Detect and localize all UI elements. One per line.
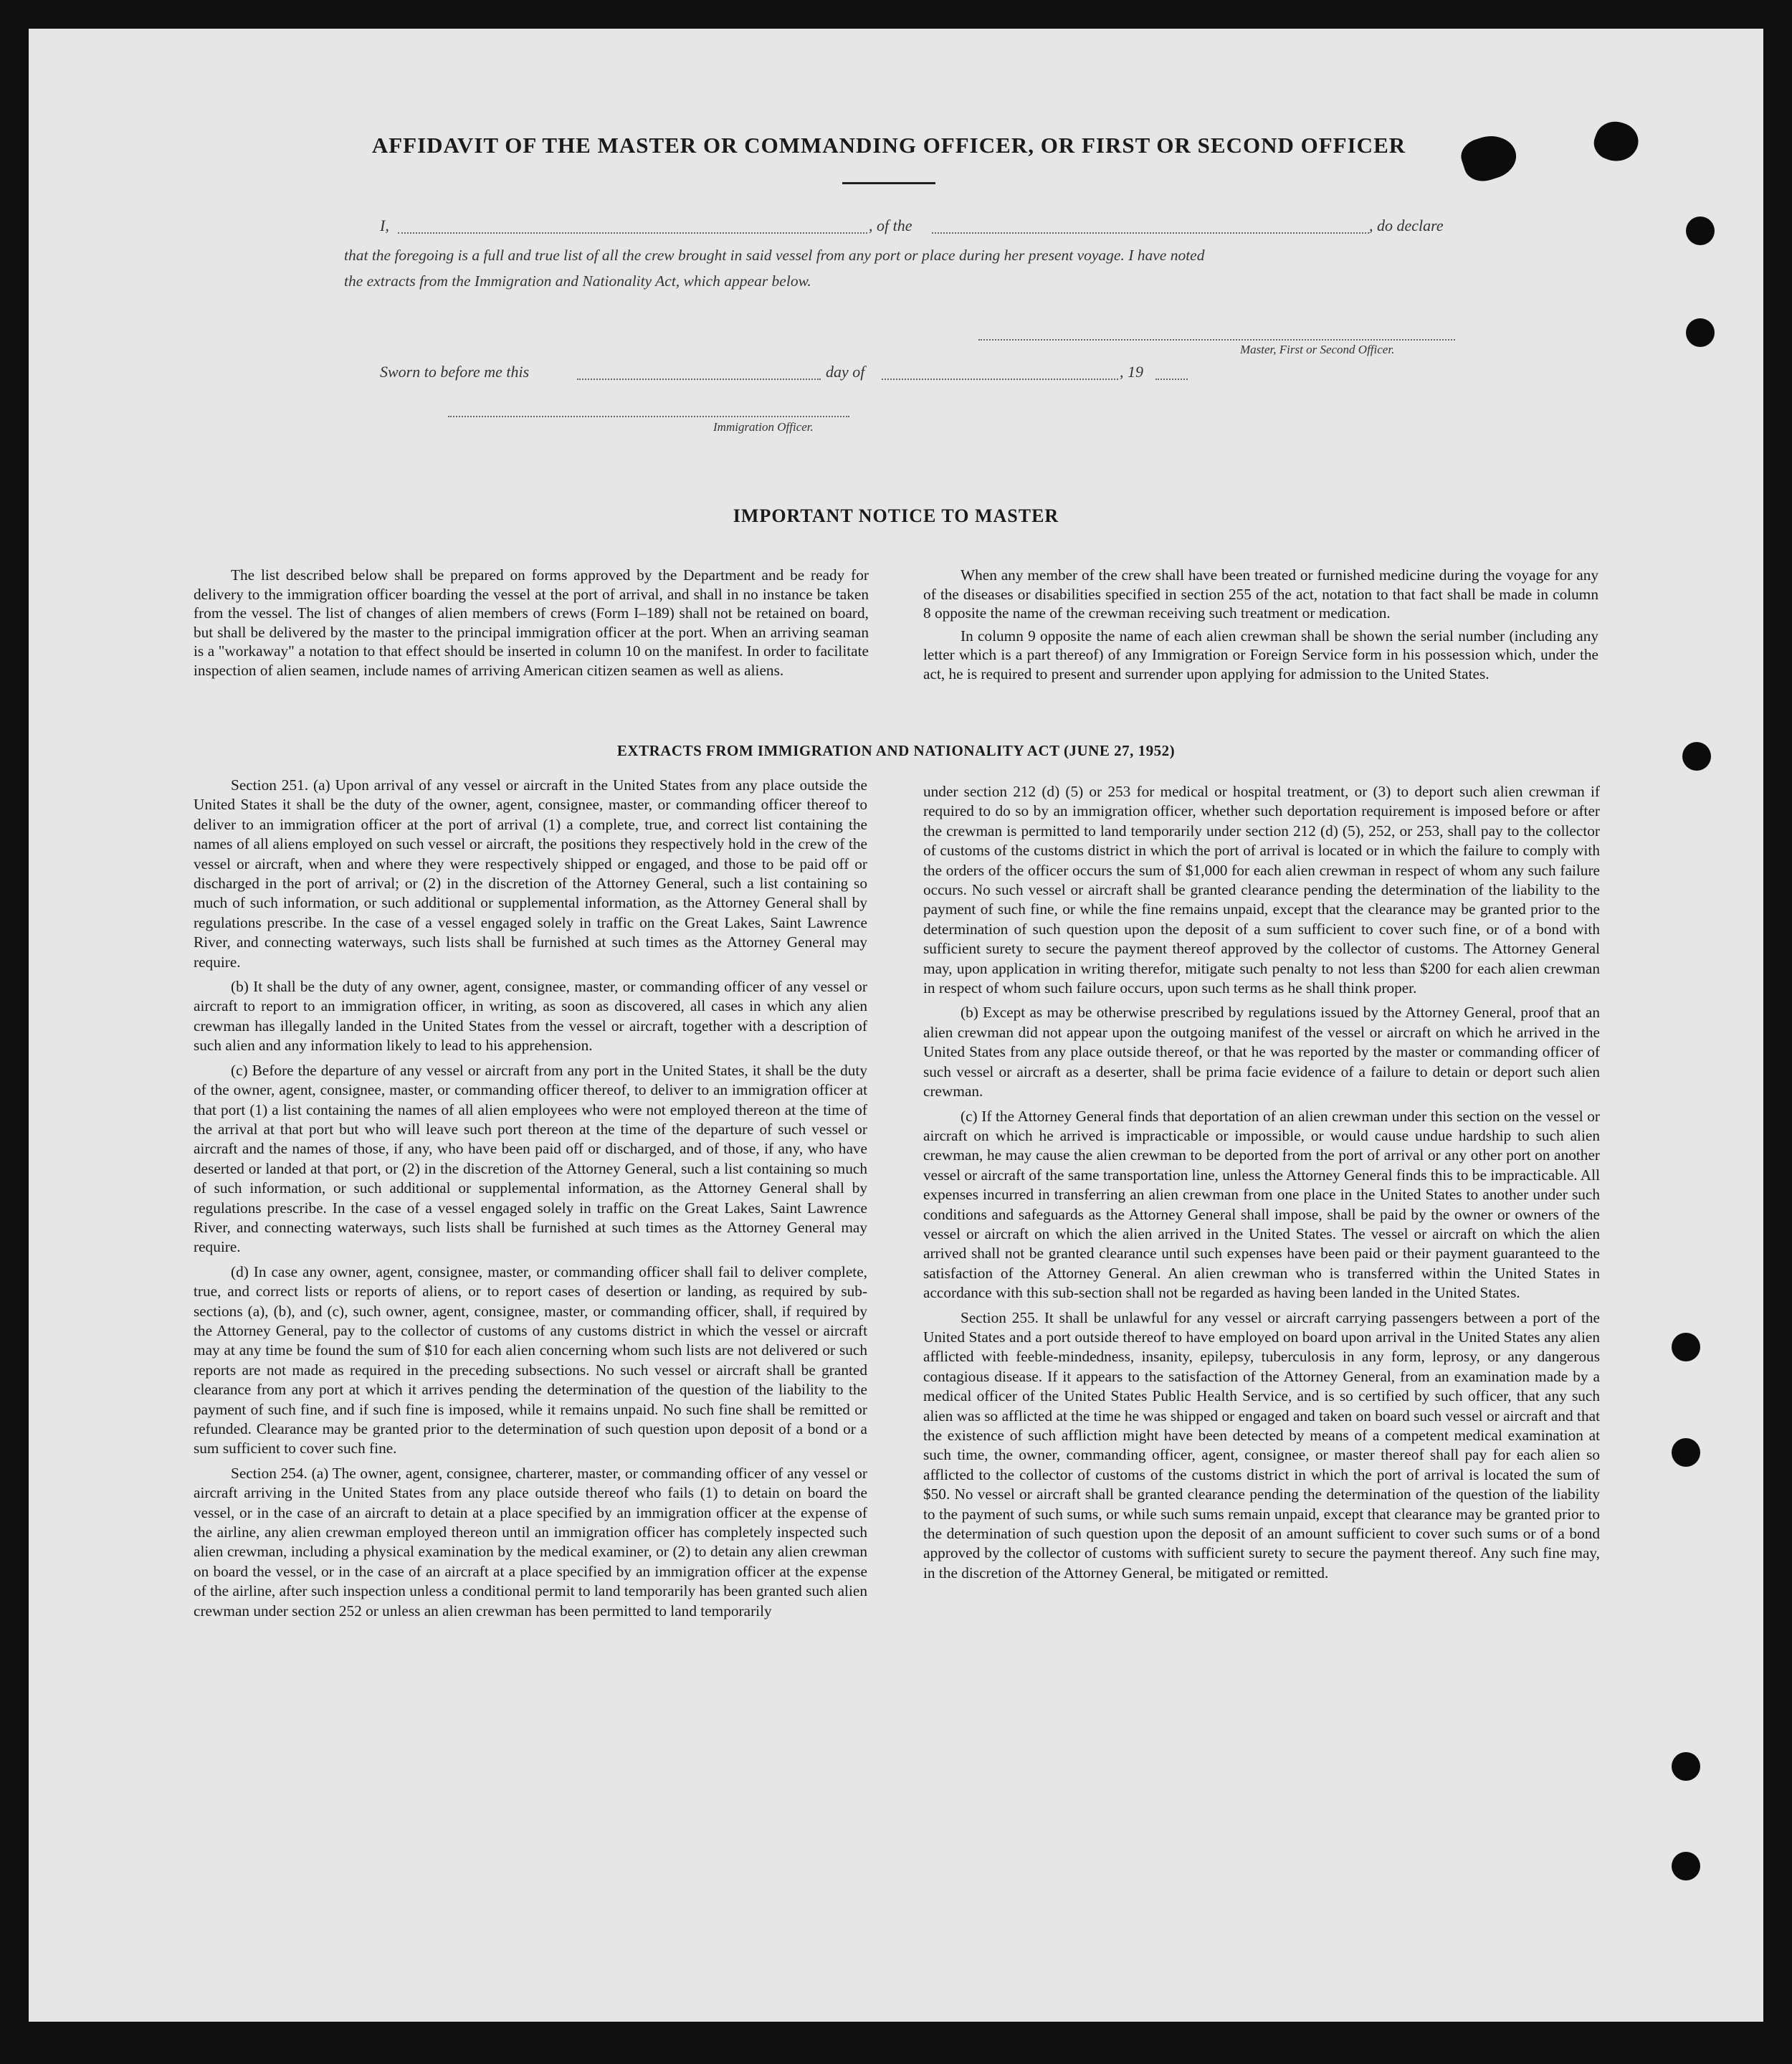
day-of-label: day of [826,363,865,381]
section-paragraph: Section 251. (a) Upon arrival of any vessel or aircraft in the United States from any place outside the United States it shall be the duty of the owner, agent, consignee, master, or commanding officer thereof to deliver to an immigration officer at the port of arrival (1) a complete, true, and correct list containing the names of all aliens employed on such vessel or aircraft, the positions they respectively hold in the crew of the vessel or aircraft, when and where they were respectively shipped or engaged, and those to be paid off or discharged in the port of arrival; or (2) in the discretion of the Attorney General, such a list containing so much of such information, or such additional or supplemental information, as the Attorney General shall by regulations prescribe. In the case of a vessel engaged solely in traffic on the Great Lakes, Saint Lawrence River, and connecting waterways, such lists shall be furnished at such times as the Attorney General may require. [194,776,867,971]
title-underline [842,182,935,184]
master-signature-field[interactable] [978,339,1455,341]
notice-right-column [923,566,1598,687]
notice-paragraph: In column 9 opposite the name of each alien crewman shall be shown the serial number (including any letter which is a part thereof) of any Immigration or Foreign Service form in his possession which, under the act, he is required to present and surrender upon applying for admission to the United States. [923,627,1598,683]
vessel-name-field[interactable] [932,232,1369,234]
section-paragraph: (c) If the Attorney General finds that deportation of an alien crewman under this section on the vessel or aircraft on which he arrived is impracticable or impossible, or would cause undue hardship to such alien crewman, he may cause the alien crewman to be deported from the port of arrival or any other port on another vessel or aircraft of the same transportation line, unless the Attorney General finds this to be impracticable. All expenses incurred in transferring an alien crewman from one place in the United States to another under such conditions and safeguards as the Attorney General shall impose, shall be paid by the owner or owners of the vessel or aircraft on which the alien arrived in the United States. The vessel or aircraft on which the alien arrived shall not be granted clearance until such expenses have been paid or their payment guaranteed to the satisfaction of the Attorney General. An alien crewman who is transferred within the United States in accordance with this sub-section shall not be regarded as having been landed in the United States. [923,1107,1600,1302]
punch-hole [1672,1438,1700,1467]
punch-hole [1672,1333,1700,1361]
punch-hole [1672,1752,1700,1781]
declarant-name-field[interactable] [398,232,867,234]
section-paragraph: Section 255. It shall be unlawful for any vessel or aircraft carrying passengers between a port of the United States and a port outside thereof to have employed on board upon arrival in the United States any alien afflicted with feeble-mindedness, insanity, epilepsy, tuberculosis in any form, leprosy, or any dangerous contagious disease. If it appears to the satisfaction of the Attorney General, from an examination made by a medical officer of the United States Public Health Service, and is so certified by such officer, that any such alien was so afflicted at the time he was shipped or engaged and taken on board such vessel or aircraft and that the existence of such affliction might have been detected by means of a competent medical examination at such time, the owner, commanding officer, agent, consignee, or master thereof shall pay for each alien so afflicted to the collector of customs of the customs district in which the port of arrival is located the sum of $50. No vessel or aircraft shall be granted clearance pending the determination of the question of the liability to the payment of such sums, or while such sums remain unpaid, except that clearance may be granted prior to the determination of such question upon the deposit of an amount sufficient to cover such sums or of a bond approved by the collector of customs with sufficient surety to secure the payment thereof. Any such fine may, in the discretion of the Attorney General, be mitigated or remitted. [923,1308,1600,1582]
affidavit-title: AFFIDAVIT OF THE MASTER OR COMMANDING OFFICER, OR FIRST OR SECOND OFFICER [371,133,1406,158]
notice-paragraph: The list described below shall be prepared on forms approved by the Department and be ready for delivery to the immigration officer boarding the vessel at the port of arrival, and shall in no instance be taken from the vessel. The list of changes of alien members of crews (Form I–189) shall not be retained on board, but shall be delivered by the master to the principal immigration officer at the port. When an arriving seaman is a "workaway" a notation to that effect should be inserted in column 10 on the manifest. In order to facilitate inspection of alien seamen, include names of arriving American citizen seamen as well as aliens. [194,566,869,679]
vessel-label: , of the [869,217,912,234]
section-paragraph: (d) In case any owner, agent, consignee, master, or commanding officer shall fail to deliver complete, true, and correct lists or reports of aliens, or to report cases of desertion or landing, as required by sub-sections (a), (b), and (c), such owner, agent, consignee, master, or commanding officer, shall, if required by the Attorney General, pay to the collector of customs of any customs district in which the vessel or aircraft may at any time be found the sum of $10 for each alien concerning whom such lists are not delivered or such reports are not made as required in the preceding subsections. No such vessel or aircraft shall be granted clearance from any port at which it arrives pending the determination of the question of the liability to the payment of such fine, and if such fine is imposed, while it remains unpaid. No such fine shall be remitted or refunded. Clearance may be granted prior to the determination of such question upon deposit of a bond or a sum sufficient to cover such fine. [194,1262,867,1457]
section-paragraph: Section 254. (a) The owner, agent, consignee, charterer, master, or commanding officer of any vessel or aircraft arriving in the United States from any place outside thereof who fails (1) to detain on board the vessel, or in the case of an aircraft to detain at a place specified by an immigration officer at the expense of the airline, any alien crewman employed thereon until an immigration officer has completely inspected such alien crewman, including a physical examination by the medical examiner, or (2) to detain any alien crewman on board the vessel, or in the case of an aircraft at a place specified by an immigration officer at the expense of the airline, after such inspection unless a conditional permit to land temporarily has been granted such alien crewman under section 252 or unless an alien crewman has been permitted to land temporarily [194,1464,867,1620]
extracts-title: EXTRACTS FROM IMMIGRATION AND NATIONALITY ACT (JUNE 27, 1952) [616,742,1176,759]
declarant-label: I, [380,217,389,234]
sworn-day-field[interactable] [577,379,821,380]
declaration-line-1: that the foregoing is a full and true list of all the crew brought in said vessel from any port or place during her present voyage. I have noted [344,247,1205,264]
officer-signature-field[interactable] [448,416,849,417]
year-label: , 19 [1120,363,1143,381]
punch-hole [1682,742,1711,771]
do-declare-label: , do declare [1369,217,1444,234]
extracts-right-column [923,782,1600,1588]
sworn-year-field[interactable] [1155,379,1188,380]
declaration-line-2: the extracts from the Immigration and Nationality Act, which appear below. [344,272,811,290]
section-paragraph: (b) Except as may be otherwise prescribed by regulations issued by the Attorney General, proof that an alien crewman did not appear upon the outgoing manifest of the vessel or aircraft on which he arrived in the United States from any place outside thereof, or that he was reported by the master or commanding officer of such vessel or aircraft as a deserter, shall be prima facie evidence of a failure to detain or deport such alien crewman. [923,1004,1600,1100]
section-paragraph: (c) Before the departure of any vessel or aircraft from any port in the United States, it shall be the duty of the owner, agent, consignee, master, or commanding officer thereof, to deliver to an immigration officer at that port (1) a list containing the names of all alien employees who were not employed thereon at the time of the arrival at that port but who will leave such port thereon at the time of the departure of such vessel or aircraft and the names of those, if any, who have been paid off or discharged, and of those, if any, who have deserted or landed at that port, or (2) in the discretion of the Attorney General, such a list containing so much of such information, or such additional or supplemental information, as the Attorney General shall by regulations prescribe. In the case of a vessel engaged solely in traffic on the Great Lakes, Saint Lawrence River, and connecting waterways, such lists shall be furnished at such times as the Attorney General may require. [194,1061,867,1256]
punch-hole [1686,318,1715,347]
punch-hole [1686,217,1715,245]
sworn-label: Sworn to before me this [380,363,530,381]
section-paragraph: (b) It shall be the duty of any owner, agent, consignee, master, or commanding officer of any vessel or aircraft to report to an immigration officer, in writing, as soon as discovered, all cases in which any alien crewman has illegally landed in the United States from the vessel or aircraft, together with a description of such alien and any information likely to lead to his apprehension. [194,978,867,1055]
punch-hole [1672,1852,1700,1880]
notice-title: IMPORTANT NOTICE TO MASTER [733,505,1059,526]
notice-left-column [194,566,869,683]
notice-paragraph: When any member of the crew shall have been treated or furnished medicine during the voyage for any of the diseases or disabilities specified in section 255 of the act, notation to that fact shall be made in column 8 opposite the name of the crewman receiving such treatment or medication. [923,566,1598,622]
master-signature-caption: Master, First or Second Officer. [1240,343,1395,356]
officer-signature-caption: Immigration Officer. [713,420,814,434]
section-paragraph: under section 212 (d) (5) or 253 for medical or hospital treatment, or (3) to deport such alien crewman if required to do so by an immigration officer, whether such deportation requirement is imposed before or after the crewman is permitted to land temporarily under section 212 (d) (5), 252, or 253, shall pay to the collector of customs of the customs district in which the port of arrival is located or in which the failure to comply with the orders of the officer occurs the sum of $1,000 for each alien crewman in respect of whom any such failure occurs. No such vessel or aircraft shall be granted clearance pending the determination of the liability to the payment of such fine, or while the fine remains unpaid, except that the clearance may be granted prior to the determination of such question upon the deposit of a sum sufficient to cover such fine, or of a bond with sufficient surety to secure the payment thereof approved by the collector of customs. The Attorney General may, upon application in writing therefor, mitigate such penalty to not less than $200 for each alien crewman in respect of whom such failure occurs, upon such terms as he shall think proper. [923,783,1600,997]
extracts-left-column [194,776,867,1626]
sworn-month-field[interactable] [882,379,1118,380]
